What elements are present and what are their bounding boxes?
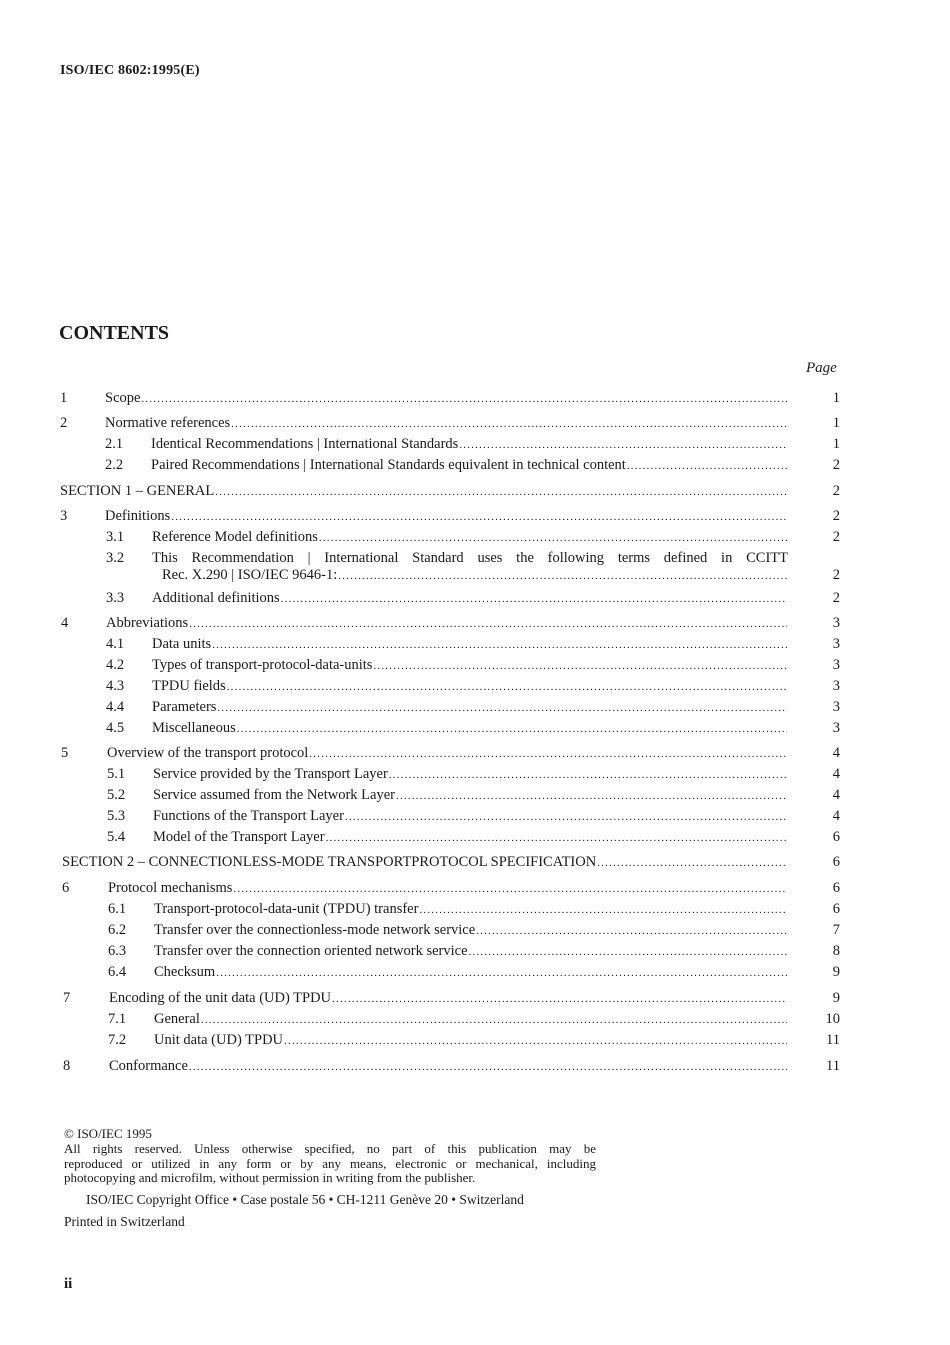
toc-entry-number: 2 <box>60 415 68 431</box>
rights-statement <box>64 1142 596 1186</box>
toc-entry-title: Overview of the transport protocol <box>107 745 309 761</box>
toc-entry-4-4[interactable] <box>0 697 950 717</box>
dot-leader <box>332 989 787 1009</box>
toc-entry-number: 5.4 <box>107 829 126 845</box>
toc-entry-title: Conformance <box>109 1058 188 1074</box>
toc-entry-title-line-1: This Recommendation | International Standard uses the following terms defined in CCITT <box>152 550 788 566</box>
toc-entry-number: 5.3 <box>107 808 126 824</box>
dot-leader <box>233 879 787 899</box>
toc-entry-overview[interactable] <box>0 743 950 763</box>
dot-leader <box>326 828 787 848</box>
toc-entry-number: 3.1 <box>106 529 125 545</box>
toc-entry-title: Types of transport-protocol-data-units <box>152 657 373 673</box>
toc-entry-number: 2.2 <box>105 457 124 473</box>
contents-title: CONTENTS <box>59 322 170 344</box>
toc-entry-page: 1 <box>832 390 840 406</box>
toc-entry-number: 5 <box>61 745 69 761</box>
dot-leader <box>476 921 787 941</box>
toc-entry-page: 11 <box>826 1058 840 1074</box>
toc-entry-page: 6 <box>832 880 840 896</box>
toc-entry-title: Abbreviations <box>106 615 189 631</box>
dot-leader <box>389 765 787 785</box>
dot-leader <box>141 389 787 409</box>
toc-entry-number: 3.2 <box>106 550 125 566</box>
dot-leader <box>419 900 787 920</box>
toc-entry-title: Service assumed from the Network Layer <box>153 787 395 803</box>
document-id-header: ISO/IEC 8602:1995(E) <box>60 63 200 78</box>
toc-entry-6-1[interactable] <box>0 899 950 919</box>
toc-entry-page: 4 <box>832 745 840 761</box>
toc-entry-number: 2.1 <box>105 436 124 452</box>
dot-leader <box>627 456 787 476</box>
toc-entry-title: Data units <box>152 636 212 652</box>
toc-entry-number: 6.1 <box>108 901 127 917</box>
toc-entry-title: Reference Model definitions <box>152 529 318 545</box>
toc-entry-page: 6 <box>832 901 840 917</box>
toc-section-2-connectionless[interactable] <box>0 852 950 872</box>
dot-leader <box>216 963 787 983</box>
toc-entry-title: Transfer over the connectionless-mode network service <box>154 922 476 938</box>
toc-entry-page: 1 <box>832 436 840 452</box>
dot-leader <box>171 507 787 527</box>
page-column-label: Page <box>806 360 837 376</box>
toc-entry-page: 2 <box>832 457 840 473</box>
toc-entry-page: 1 <box>832 415 840 431</box>
toc-entry-page: 6 <box>832 854 840 870</box>
toc-entry-title: Transfer over the connection oriented network service <box>154 943 468 959</box>
dot-leader <box>338 566 787 586</box>
rights-line: photocopying and microfilm, without permission in writing from the publisher. <box>64 1170 476 1185</box>
toc-entry-number: 6.4 <box>108 964 127 980</box>
toc-entry-6-3[interactable] <box>0 941 950 961</box>
toc-entry-page: 3 <box>832 720 840 736</box>
toc-entry-encoding[interactable] <box>0 988 950 1008</box>
toc-entry-number: 5.2 <box>107 787 126 803</box>
dot-leader <box>319 528 787 548</box>
toc-entry-title: Encoding of the unit data (UD) TPDU <box>109 990 332 1006</box>
toc-entry-number: 1 <box>60 390 68 406</box>
dot-leader <box>189 614 787 634</box>
dot-leader <box>469 942 787 962</box>
toc-entry-page: 9 <box>832 990 840 1006</box>
toc-entry-page: 4 <box>832 766 840 782</box>
toc-entry-page: 6 <box>832 829 840 845</box>
toc-entry-page: 2 <box>832 590 840 606</box>
rights-line: reproduced or utilized in any form or by any means, electronic or mechanical, including <box>64 1155 596 1171</box>
toc-entry-title: Definitions <box>105 508 171 524</box>
rights-line: All rights reserved. Unless otherwise specified, no part of this publication may be <box>64 1141 596 1156</box>
toc-entry-4-2[interactable] <box>0 655 950 675</box>
toc-entry-5-1[interactable] <box>0 764 950 784</box>
toc-entry-page: 4 <box>832 808 840 824</box>
toc-entry-page: 3 <box>832 636 840 652</box>
toc-entry-6-2[interactable] <box>0 920 950 940</box>
toc-entry-title: TPDU fields <box>152 678 226 694</box>
printed-location: Printed in Switzerland <box>64 1214 185 1229</box>
toc-entry-number: 6.3 <box>108 943 127 959</box>
toc-section-title: SECTION 2 – CONNECTIONLESS-MODE TRANSPORTPROTOCOL SPECIFICATION <box>62 854 597 870</box>
toc-entry-4-1[interactable] <box>0 634 950 654</box>
toc-entry-title: Functions of the Transport Layer <box>153 808 344 824</box>
toc-entry-number: 6.2 <box>108 922 127 938</box>
toc-entry-title: Additional definitions <box>152 590 280 606</box>
toc-entry-page: 3 <box>832 678 840 694</box>
toc-entry-number: 3 <box>60 508 68 524</box>
dot-leader <box>597 853 787 873</box>
toc-entry-page: 9 <box>832 964 840 980</box>
toc-entry-title: Protocol mechanisms <box>108 880 233 896</box>
dot-leader <box>281 589 787 609</box>
dot-leader <box>201 1010 787 1030</box>
toc-entry-title: Paired Recommendations | International Standards equivalent in technical content <box>151 457 626 473</box>
dot-leader <box>237 719 787 739</box>
toc-entry-protocol-mechanisms[interactable] <box>0 878 950 898</box>
toc-entry-page: 11 <box>826 1032 840 1048</box>
dot-leader <box>345 807 787 827</box>
toc-entry-title: Miscellaneous <box>152 720 236 736</box>
toc-entry-title: Identical Recommendations | International Standards <box>151 436 459 452</box>
toc-entry-title: Parameters <box>152 699 217 715</box>
dot-leader <box>227 677 787 697</box>
dot-leader <box>284 1031 787 1051</box>
toc-entry-5-2[interactable] <box>0 785 950 805</box>
toc-entry-number: 4.4 <box>106 699 125 715</box>
toc-entry-number: 4.3 <box>106 678 125 694</box>
toc-entry-number: 3.3 <box>106 590 125 606</box>
dot-leader <box>189 1057 787 1077</box>
toc-entry-number: 4.5 <box>106 720 125 736</box>
dot-leader <box>215 482 787 502</box>
copyright-notice: © ISO/IEC 1995 <box>64 1126 152 1141</box>
toc-entry-3-2[interactable] <box>0 548 950 588</box>
toc-section-1-general[interactable] <box>0 481 950 501</box>
page-number: ii <box>64 1276 73 1292</box>
toc-entry-7-2[interactable] <box>0 1030 950 1050</box>
toc-entry-page: 2 <box>832 567 840 583</box>
toc-section-title: SECTION 1 – GENERAL <box>60 483 215 499</box>
dot-leader <box>396 786 787 806</box>
toc-entry-page: 2 <box>832 529 840 545</box>
toc-entry-number: 4.2 <box>106 657 125 673</box>
toc-entry-3-3[interactable] <box>0 588 950 608</box>
toc-entry-title: Unit data (UD) TPDU <box>154 1032 284 1048</box>
dot-leader <box>373 656 787 676</box>
toc-entry-page: 2 <box>832 508 840 524</box>
toc-entry-abbreviations[interactable] <box>0 613 950 633</box>
toc-entry-number: 8 <box>63 1058 71 1074</box>
toc-entry-number: 6 <box>62 880 70 896</box>
toc-entry-page: 3 <box>832 699 840 715</box>
dot-leader <box>231 414 787 434</box>
toc-entry-4-5[interactable] <box>0 718 950 738</box>
toc-entry-number: 4 <box>61 615 69 631</box>
toc-entry-definitions[interactable] <box>0 506 950 526</box>
toc-entry-2-1[interactable] <box>0 434 950 454</box>
toc-entry-number: 7 <box>63 990 71 1006</box>
toc-entry-7-1[interactable] <box>0 1009 950 1029</box>
toc-entry-page: 8 <box>832 943 840 959</box>
toc-entry-title-line-2: Rec. X.290 | ISO/IEC 9646-1: <box>162 567 338 583</box>
toc-entry-number: 7.1 <box>108 1011 127 1027</box>
toc-entry-title: Normative references <box>105 415 231 431</box>
toc-entry-conformance[interactable] <box>0 1056 950 1076</box>
toc-entry-title: Model of the Transport Layer <box>153 829 325 845</box>
toc-entry-title: General <box>154 1011 200 1027</box>
toc-entry-page: 10 <box>825 1011 840 1027</box>
toc-entry-5-3[interactable] <box>0 806 950 826</box>
toc-entry-number: 7.2 <box>108 1032 127 1048</box>
toc-entry-title: Transport-protocol-data-unit (TPDU) transfer <box>154 901 419 917</box>
toc-entry-scope[interactable] <box>0 388 950 408</box>
toc-entry-page: 2 <box>832 483 840 499</box>
toc-entry-number: 5.1 <box>107 766 126 782</box>
toc-entry-title: Checksum <box>154 964 216 980</box>
toc-entry-page: 3 <box>832 615 840 631</box>
toc-entry-page: 7 <box>832 922 840 938</box>
toc-entry-6-4[interactable] <box>0 962 950 982</box>
toc-entry-page: 3 <box>832 657 840 673</box>
dot-leader <box>459 435 787 455</box>
toc-entry-title: Service provided by the Transport Layer <box>153 766 388 782</box>
toc-entry-normative-references[interactable] <box>0 413 950 433</box>
dot-leader <box>217 698 787 718</box>
toc-entry-page: 4 <box>832 787 840 803</box>
dot-leader <box>309 744 787 764</box>
toc-entry-2-2[interactable] <box>0 455 950 475</box>
toc-entry-5-4[interactable] <box>0 827 950 847</box>
copyright-office-address: ISO/IEC Copyright Office • Case postale 56 • CH-1211 Genève 20 • Switzerland <box>86 1192 524 1207</box>
dot-leader <box>212 635 787 655</box>
toc-entry-title: Scope <box>105 390 141 406</box>
toc-entry-4-3[interactable] <box>0 676 950 696</box>
toc-entry-number: 4.1 <box>106 636 125 652</box>
toc-entry-3-1[interactable] <box>0 527 950 547</box>
